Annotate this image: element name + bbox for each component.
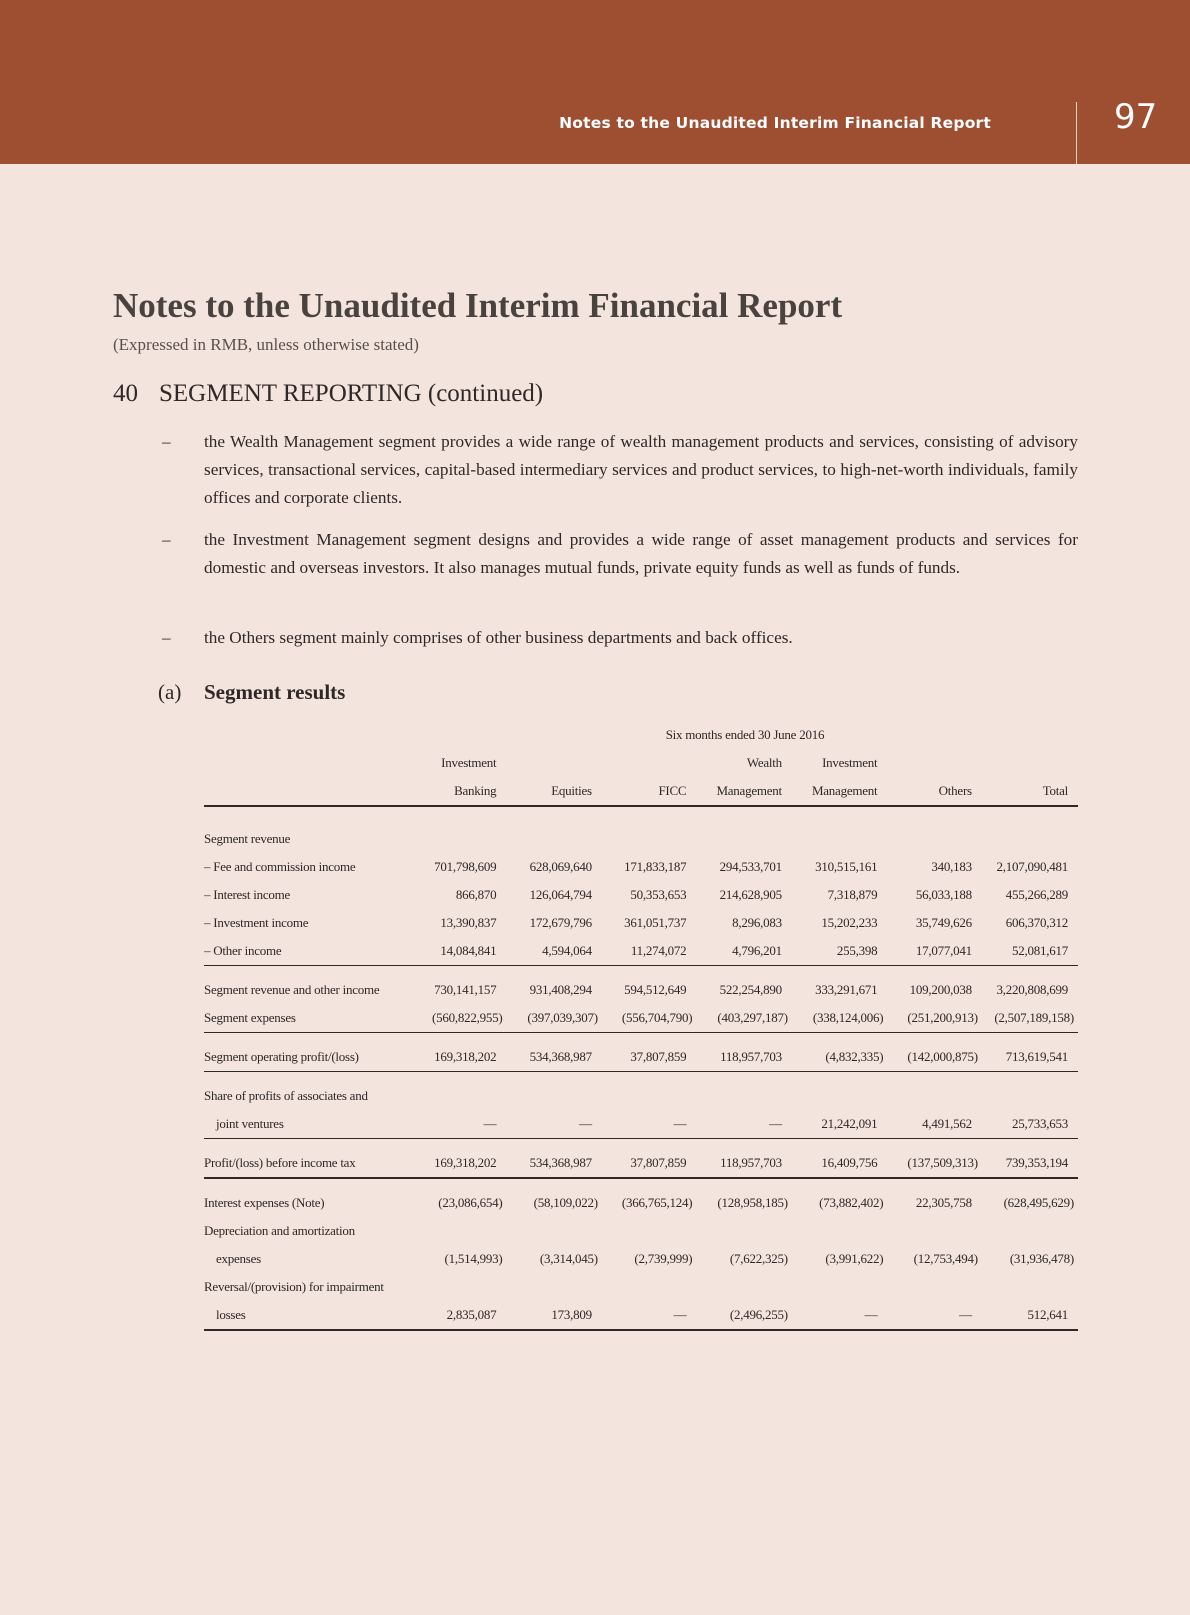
row-label: Profit/(loss) before income tax [204, 1149, 412, 1178]
table-cell: 7,318,879 [827, 887, 878, 902]
table-cell: 4,796,201 [696, 937, 792, 966]
table-cell: 16,409,756 [792, 1149, 888, 1178]
table-cell: (556,704,790) [602, 1004, 697, 1033]
column-header: Others [887, 777, 982, 806]
table-cell: (3,991,622) [825, 1251, 884, 1266]
table-cell: 214,628,905 [719, 887, 782, 902]
table-cell: (403,297,187) [696, 1004, 792, 1033]
table-row [204, 1110, 1078, 1139]
table-cell: 512,641 [982, 1301, 1078, 1330]
table-cell: 340,183 [931, 859, 972, 874]
row-label: expenses [216, 1251, 261, 1266]
table-cell: 17,077,041 [887, 937, 982, 966]
table-row [204, 1273, 1078, 1301]
table-cell: (23,086,654) [438, 1195, 503, 1210]
table-cell: (128,958,185) [717, 1195, 788, 1210]
row-label: Reversal/(provision) for impairment [204, 1279, 384, 1294]
table-row [204, 909, 1078, 937]
header-band [0, 0, 1190, 164]
table-cell: 866,870 [455, 887, 497, 902]
table-cell: 701,798,609 [434, 859, 497, 874]
table-cell: 594,512,649 [624, 982, 687, 997]
table-cell: 2,835,087 [412, 1301, 507, 1330]
bullet-text: the Others segment mainly comprises of other business departments and back offices. [204, 628, 793, 647]
table-cell: 56,033,188 [915, 887, 972, 902]
subsection-label: (a) [158, 680, 182, 704]
document-title: Notes to the Unaudited Interim Financial Report [113, 286, 843, 325]
row-label: Depreciation and amortization [204, 1223, 355, 1238]
table-cell: 361,051,737 [624, 915, 687, 930]
table-cell: 739,353,194 [982, 1149, 1078, 1178]
column-header: FICC [602, 777, 697, 806]
table-cell: 52,081,617 [982, 937, 1078, 966]
subsection-heading [158, 680, 345, 705]
table-cell: 455,266,289 [1005, 887, 1068, 902]
table-period-row [204, 721, 1078, 749]
table-cell: 37,807,859 [602, 1149, 697, 1178]
table-cell: 534,368,987 [506, 1043, 601, 1072]
table-cell: (1,514,993) [444, 1251, 503, 1266]
table-header-row-1 [204, 749, 1078, 777]
table-cell: 50,353,653 [630, 887, 687, 902]
table-cell: 522,254,890 [719, 982, 782, 997]
row-label: – Interest income [204, 887, 290, 902]
table-cell: (2,507,189,158) [982, 1004, 1078, 1033]
table-cell: 21,242,091 [792, 1110, 888, 1139]
table-cell: 35,749,626 [915, 915, 972, 930]
table-cell: 294,533,701 [719, 859, 782, 874]
table-cell: (560,822,955) [412, 1004, 507, 1033]
table-cell: (366,765,124) [621, 1195, 693, 1210]
table-cell: (73,882,402) [819, 1195, 884, 1210]
row-label: Segment revenue and other income [204, 982, 380, 997]
table-cell: 118,957,703 [696, 1149, 792, 1178]
table-cell: 255,398 [792, 937, 888, 966]
running-header-title: Notes to the Unaudited Interim Financial Report [559, 114, 991, 132]
table-row [204, 1149, 1078, 1178]
table-cell: (2,496,255) [696, 1301, 792, 1330]
table-cell: 4,594,064 [506, 937, 601, 966]
table-cell: 14,084,841 [412, 937, 507, 966]
table-cell: — [602, 1301, 697, 1330]
table-cell: — [887, 1301, 982, 1330]
column-header: Management [792, 777, 888, 806]
table-cell: 730,141,157 [434, 982, 497, 997]
table-cell: 2,107,090,481 [996, 859, 1068, 874]
table-row [204, 1082, 1078, 1110]
subsection-title: Segment results [204, 680, 346, 704]
row-label: – Investment income [204, 915, 309, 930]
table-cell: 22,305,758 [915, 1195, 972, 1210]
document-subtitle: (Expressed in RMB, unless otherwise stated) [113, 335, 419, 354]
row-label: Interest expenses (Note) [204, 1195, 325, 1210]
table-cell: 606,370,312 [1005, 915, 1068, 930]
section-number: 40 [113, 380, 138, 407]
bullet-text: the Wealth Management segment provides a wide range of wealth management products and services, consisting of advisory services, transactional services, capital-based intermediary services and product services, to high-net-worth individuals, family offices and corporate clients. [204, 432, 1078, 507]
bullet-text: the Investment Management segment designs and provides a wide range of asset management products and services for domestic and overseas investors. It also manages mutual funds, private equity funds as well as funds of funds. [204, 530, 1078, 577]
table-row [204, 1043, 1078, 1072]
table-row [204, 881, 1078, 909]
row-label: joint ventures [204, 1110, 412, 1139]
table-cell: 8,296,083 [732, 915, 782, 930]
column-header [887, 749, 982, 777]
table-cell: (4,832,335) [792, 1043, 888, 1072]
table-cell: 13,390,837 [440, 915, 497, 930]
table-cell: (251,200,913) [887, 1004, 982, 1033]
table-cell: (58,109,022) [533, 1195, 598, 1210]
table-row [204, 1245, 1078, 1273]
bullet-dash: – [162, 628, 171, 647]
row-label: losses [204, 1301, 412, 1330]
header-divider [1076, 102, 1077, 164]
bullet-investment-management [160, 526, 1078, 582]
table-cell: (31,936,478) [1009, 1251, 1074, 1266]
column-header: Total [982, 777, 1078, 806]
table-cell: — [792, 1301, 888, 1330]
row-label: – Fee and commission income [204, 859, 356, 874]
period-header: Six months ended 30 June 2016 [665, 727, 825, 742]
section-heading [113, 380, 543, 408]
row-label: Segment operating profit/(loss) [204, 1043, 412, 1072]
table-cell: 931,408,294 [529, 982, 592, 997]
table-cell: (628,495,629) [1003, 1195, 1074, 1210]
section-title: SEGMENT REPORTING (continued) [159, 380, 544, 407]
table-cell: 118,957,703 [696, 1043, 792, 1072]
table-header-row-2 [204, 777, 1078, 806]
table-cell: 171,833,187 [624, 859, 687, 874]
column-header: Equities [506, 777, 601, 806]
table-cell: (2,739,999) [634, 1251, 693, 1266]
table-cell: (397,039,307) [506, 1004, 601, 1033]
table-row [204, 825, 1078, 853]
table-cell: 15,202,233 [821, 915, 878, 930]
column-header [982, 749, 1078, 777]
table-row [204, 853, 1078, 881]
bullet-wealth-management [160, 428, 1078, 512]
row-label: Share of profits of associates and [204, 1088, 368, 1103]
table-cell: — [602, 1110, 697, 1139]
table-cell: 310,515,161 [815, 859, 878, 874]
table-cell: 25,733,653 [982, 1110, 1078, 1139]
column-header: Banking [412, 777, 507, 806]
table-cell: (338,124,006) [792, 1004, 888, 1033]
table-cell: 109,200,038 [909, 982, 972, 997]
table-cell: 173,809 [506, 1301, 601, 1330]
table-cell: (142,000,875) [887, 1043, 982, 1072]
table-cell: 4,491,562 [887, 1110, 982, 1139]
table-cell: (7,622,325) [729, 1251, 788, 1266]
table-cell: 11,274,072 [602, 937, 697, 966]
column-header: Wealth [746, 755, 782, 770]
segment-results-table [204, 721, 1078, 1331]
column-header [602, 749, 697, 777]
table-row [204, 1004, 1078, 1033]
table-row [204, 1301, 1078, 1330]
column-header: Investment [822, 755, 878, 770]
table-row [204, 937, 1078, 966]
table-cell: — [506, 1110, 601, 1139]
page-number: 97 [1114, 97, 1158, 137]
table-cell: 37,807,859 [602, 1043, 697, 1072]
table-cell: 628,069,640 [529, 859, 592, 874]
table-cell: 534,368,987 [506, 1149, 601, 1178]
table-cell: 172,679,796 [529, 915, 592, 930]
table-row [204, 1217, 1078, 1245]
column-header: Investment [441, 755, 497, 770]
table-cell: 333,291,671 [815, 982, 878, 997]
table-cell: 169,318,202 [412, 1043, 507, 1072]
table-cell: — [696, 1110, 792, 1139]
table-cell: (137,509,313) [887, 1149, 982, 1178]
row-label: Segment revenue [204, 831, 291, 846]
table-cell: 3,220,808,699 [996, 982, 1068, 997]
row-label: – Other income [204, 937, 412, 966]
table-cell: — [412, 1110, 507, 1139]
table-cell: 126,064,794 [529, 887, 592, 902]
table-row [204, 976, 1078, 1004]
bullet-others [160, 624, 1078, 652]
table-row [204, 1189, 1078, 1217]
table-cell: (3,314,045) [539, 1251, 598, 1266]
bullet-dash: – [162, 432, 171, 451]
column-header: Management [696, 777, 792, 806]
row-label: Segment expenses [204, 1004, 412, 1033]
bullet-dash: – [162, 530, 171, 549]
table-cell: 713,619,541 [982, 1043, 1078, 1072]
table-cell: 169,318,202 [412, 1149, 507, 1178]
column-header [506, 749, 601, 777]
table-cell: (12,753,494) [913, 1251, 978, 1266]
